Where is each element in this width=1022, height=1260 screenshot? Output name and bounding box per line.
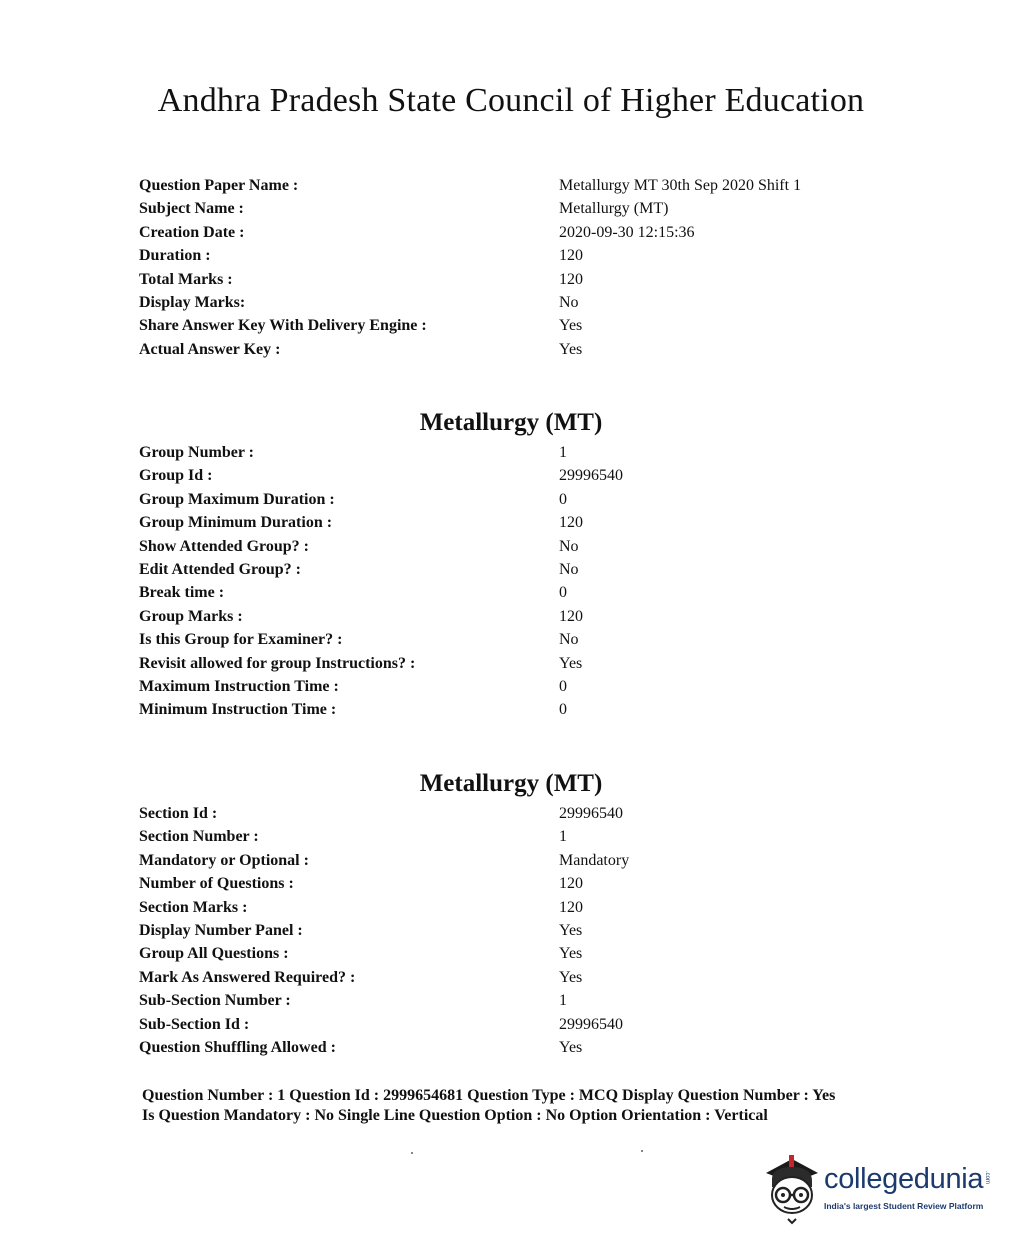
brand-name: collegedunia [824, 1163, 984, 1195]
field-value: No [559, 537, 579, 555]
field-label: Edit Attended Group? : [139, 560, 301, 578]
field-value: No [559, 560, 579, 578]
field-value: 0 [559, 584, 567, 602]
section-info-row [139, 849, 899, 872]
section-info-row [139, 919, 899, 942]
question-paper-details [139, 174, 899, 361]
field-label: Is this Group for Examiner? : [139, 631, 343, 649]
field-label: Question Shuffling Allowed : [139, 1038, 336, 1056]
field-value: Yes [559, 921, 583, 939]
group-info-row [139, 488, 899, 511]
field-value: Yes [559, 1038, 583, 1056]
field-label: Sub-Section Number : [139, 992, 291, 1010]
section-title: Metallurgy (MT) [419, 770, 603, 797]
brand-tagline: India's largest Student Review Platform [824, 1201, 984, 1211]
field-value: 1 [559, 828, 567, 846]
field-label: Number of Questions : [139, 875, 294, 893]
field-label: Group Number : [139, 444, 254, 461]
field-label: Actual Answer Key : [139, 340, 281, 358]
field-label: Total Marks : [139, 270, 233, 288]
field-label: Display Number Panel : [139, 921, 303, 939]
field-label: Question Paper Name : [139, 177, 299, 194]
paper-info-row [139, 197, 899, 220]
field-label: Mark As Answered Required? : [139, 968, 356, 986]
field-value: 29996540 [559, 467, 623, 485]
section-info-row [139, 872, 899, 895]
section-info-row [139, 1013, 899, 1036]
group-info-row [139, 581, 899, 604]
field-value: 120 [559, 875, 583, 893]
field-label: Creation Date : [139, 223, 245, 241]
field-value: Mandatory [559, 851, 630, 869]
group-info-row [139, 535, 899, 558]
section-info-row [139, 942, 899, 965]
field-label: Minimum Instruction Time : [139, 701, 337, 719]
field-value: 1 [559, 992, 567, 1010]
group-info-row [139, 675, 899, 698]
scan-dot [641, 1150, 643, 1152]
field-value: 120 [559, 270, 583, 288]
field-value: 29996540 [559, 1015, 623, 1033]
group-details [139, 441, 899, 722]
page-title: Andhra Pradesh State Council of Higher Education [157, 82, 865, 119]
field-value: 0 [559, 490, 567, 508]
field-label: Group Id : [139, 467, 213, 485]
paper-info-row [139, 314, 899, 337]
field-value: No [559, 293, 579, 311]
section-info-row [139, 989, 899, 1012]
group-info-row [139, 511, 899, 534]
field-label: Duration : [139, 247, 211, 265]
field-value: 0 [559, 701, 567, 719]
group-info-row [139, 698, 899, 721]
group-info-row [139, 652, 899, 675]
paper-info-row [139, 291, 899, 314]
paper-info-row [139, 221, 899, 244]
group-info-row [139, 558, 899, 581]
field-value: 1 [559, 444, 567, 461]
section-info-row [139, 966, 899, 989]
field-label: Group Maximum Duration : [139, 490, 335, 508]
section-details [139, 802, 899, 1059]
field-value: Yes [559, 317, 583, 335]
field-value: Yes [559, 945, 583, 963]
field-label: Share Answer Key With Delivery Engine : [139, 317, 427, 335]
field-label: Group All Questions : [139, 945, 289, 963]
field-value: 29996540 [559, 805, 623, 822]
paper-info-row [139, 268, 899, 291]
field-label: Mandatory or Optional : [139, 851, 309, 869]
field-value: 120 [559, 898, 583, 916]
group-info-row [139, 605, 899, 628]
paper-info-row [139, 174, 899, 197]
field-label: Subject Name : [139, 200, 244, 218]
field-label: Section Id : [139, 805, 218, 822]
field-label: Section Marks : [139, 898, 248, 916]
student-mascot-icon [762, 1153, 822, 1225]
field-value: 120 [559, 607, 583, 625]
question-metadata [142, 1086, 942, 1126]
section-info-row [139, 1036, 899, 1059]
question-metadata-line-1: Question Number : 1 Question Id : 2999654681 Question Type : MCQ Display Question Number : Yes [142, 1087, 836, 1104]
group-info-row [139, 464, 899, 487]
field-label: Sub-Section Id : [139, 1015, 250, 1033]
group-info-row [139, 441, 899, 464]
scan-dot [411, 1152, 413, 1154]
field-label: Revisit allowed for group Instructions? : [139, 654, 416, 672]
group-title: Metallurgy (MT) [419, 409, 603, 436]
section-info-row [139, 896, 899, 919]
field-label: Break time : [139, 584, 225, 602]
field-value: 120 [559, 514, 583, 532]
section-info-row [139, 825, 899, 848]
field-label: Group Marks : [139, 607, 243, 625]
collegedunia-watermark [762, 1153, 1002, 1225]
field-value: 120 [559, 247, 583, 265]
field-label: Section Number : [139, 828, 259, 846]
field-value: Metallurgy (MT) [559, 200, 669, 218]
paper-info-row [139, 338, 899, 361]
field-value: No [559, 631, 579, 649]
brand-suffix: .com [984, 1171, 990, 1185]
field-label: Show Attended Group? : [139, 537, 309, 555]
field-value: Yes [559, 654, 583, 672]
field-value: Yes [559, 968, 583, 986]
group-info-row [139, 628, 899, 651]
field-value: Yes [559, 340, 583, 358]
section-info-row [139, 802, 899, 825]
field-label: Group Minimum Duration : [139, 514, 333, 532]
field-label: Maximum Instruction Time : [139, 677, 339, 695]
field-label: Display Marks: [139, 293, 246, 311]
paper-info-row [139, 244, 899, 267]
field-value: 0 [559, 677, 567, 695]
question-metadata-line-2: Is Question Mandatory : No Single Line Question Option : No Option Orientation : Vertical [142, 1107, 768, 1124]
field-value: Metallurgy MT 30th Sep 2020 Shift 1 [559, 177, 802, 194]
field-value: 2020-09-30 12:15:36 [559, 223, 695, 241]
